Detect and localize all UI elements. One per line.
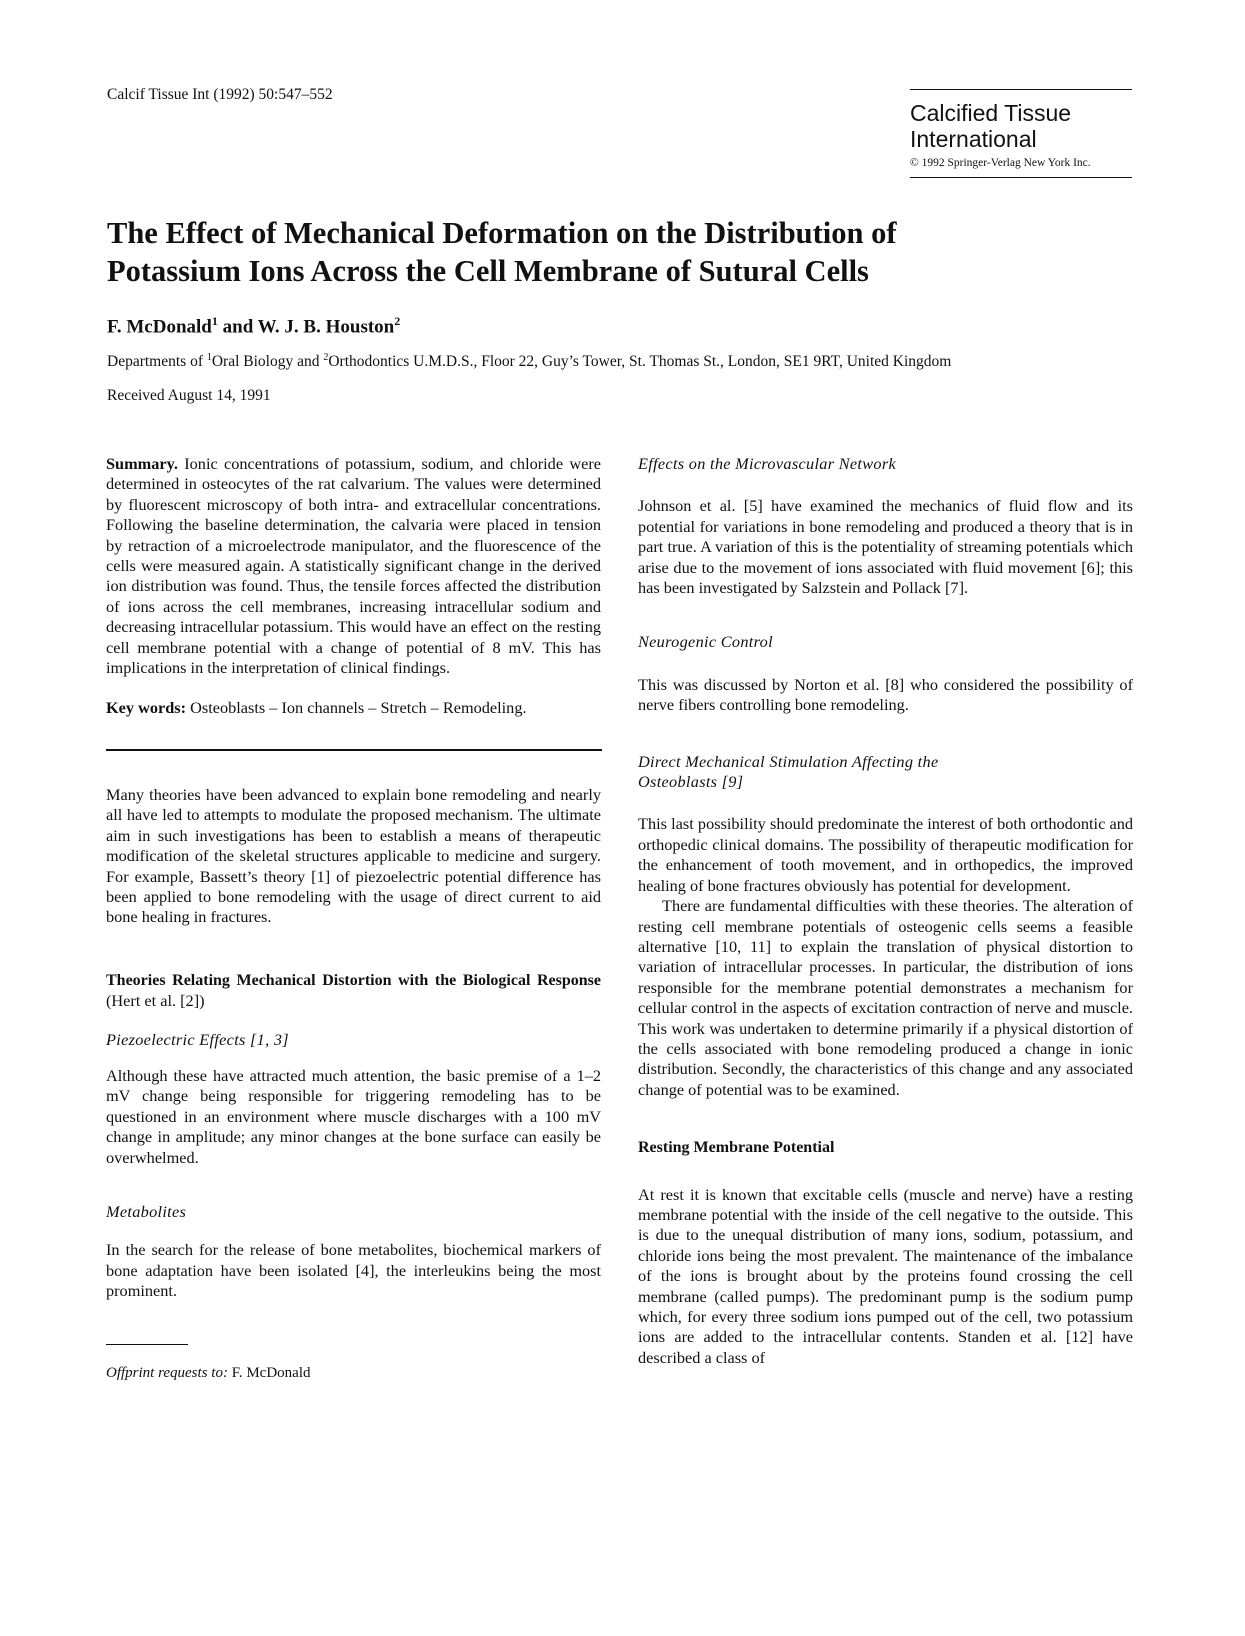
right-column (638, 454, 1133, 1368)
footnote-divider (106, 1344, 188, 1345)
keywords-text: Osteoblasts – Ion channels – Stretch – Remodeling. (186, 698, 527, 718)
author-list (107, 314, 400, 338)
title-line-2: Potassium Ions Across the Cell Membrane of Sutural Cells (107, 254, 869, 288)
direct-stimulation-heading (638, 752, 1133, 793)
article-title (107, 214, 1107, 290)
microvascular-paragraph: Johnson et al. [5] have examined the mechanics of fluid flow and its potential for variations in bone remodeling and produced a theory that is in part true. A variation of this is the potentiality of streaming potentials which arise due to the movement of ions associated with fluid movement [6]; this has been investigated by Salzstein and Pollack [7]. (638, 496, 1133, 598)
theories-heading-ref: (Hert et al. [2]) (106, 991, 205, 1011)
affiliation-prefix: Departments of (107, 353, 207, 371)
theories-heading-text: Theories Relating Mechanical Distortion with the Biological Response (106, 971, 601, 989)
summary-text: Ionic concentrations of potassium, sodium, and chloride were determined in osteocytes of the rat calvarium. The values were determined by fluorescent microscopy of both intra- and extracellular concentrations. Following the baseline determination, the calvaria were placed in tension by retraction of a microelectrode manipulator, and the fluorescence of the cells were measured again. A statistically significant change in the derived ion distribution was found. Thus, the tensile forces affected the distribution of ions across the cell membranes, increasing intracellular sodium and decreasing intracellular potassium. This would have an effect on the resting cell membrane potential with a change of potential of 8 mV. This has implications in the interpretation of clinical findings. (106, 454, 601, 678)
affiliation-dept-1: Oral Biology and (211, 353, 324, 371)
author-join: and (217, 316, 258, 338)
direct-paragraph-1: This last possibility should predominate the interest of both orthodontic and orthopedic clinical domains. The possibility of therapeutic modification for the enhancement of tooth movement, and in orthopedics, the improved healing of bone fractures obviously has potential for development. (638, 814, 1133, 895)
author-2-affiliation-mark: 2 (394, 314, 401, 328)
keywords-paragraph (106, 698, 601, 718)
direct-heading-line-1: Direct Mechanical Stimulation Affecting the (638, 751, 939, 771)
resting-potential-heading: Resting Membrane Potential (638, 1139, 835, 1157)
journal-citation: Calcif Tissue Int (1992) 50:547–552 (107, 86, 333, 103)
footnote-name: F. McDonald (227, 1364, 311, 1381)
microvascular-heading: Effects on the Microvascular Network (638, 454, 896, 473)
journal-name-line2: International (910, 126, 1037, 152)
metabolites-paragraph: In the search for the release of bone metabolites, biochemical markers of bone adaptation have been isolated [4], the interleukins being the most prominent. (106, 1240, 601, 1301)
neurogenic-paragraph: This was discussed by Norton et al. [8] who considered the possibility of nerve fibers controlling bone remodeling. (638, 674, 1133, 715)
received-date: Received August 14, 1991 (107, 387, 271, 404)
title-line-1: The Effect of Mechanical Deformation on the Distribution of (107, 216, 897, 250)
affiliation (107, 352, 1157, 371)
affiliation-mark-1: 1 (206, 352, 212, 363)
direct-paragraph-2: There are fundamental difficulties with these theories. The alteration of resting cell membrane potentials of osteogenic cells seems a feasible alternative [10, 11] to explain the translation of physical distortion to variation of intracellular processes. In particular, the distribution of ions responsible for the membrane potential demonstrates a mechanism for cellular control in the aspects of excitation contraction of nerve and muscle. This work was undertaken to determine primarily if a physical distortion of the cells associated with bone remodeling produced a change in ionic distribution. Secondly, the characteristics of this change and any associated change of potential was to be examined. (638, 896, 1133, 1099)
resting-potential-paragraph: At rest it is known that excitable cells (muscle and nerve) have a resting membrane potential with the inside of the cell negative to the outside. This is due to the unequal distribution of many ions, sodium, potassium, and chloride ions being the most prevalent. The maintenance of the imbalance of the ions is brought about by the proteins found crossing the cell membrane (called pumps). The predominant pump is the sodium pump which, for every three sodium ions pumped out of the cell, two potassium ions are added to the intracellular contents. Standen et al. [12] have described a class of (638, 1184, 1133, 1367)
summary-paragraph (106, 454, 601, 678)
affiliation-dept-2: Orthodontics U.M.D.S., Floor 22, Guy’s Tower, St. Thomas St., London, SE1 9RT, United Kingdom (328, 353, 952, 371)
affiliation-mark-2: 2 (323, 352, 329, 363)
piezo-heading: Piezoelectric Effects [1, 3] (106, 1029, 289, 1049)
intro-paragraph: Many theories have been advanced to explain bone remodeling and nearly all have led to attempts to modulate the proposed mechanism. The ultimate aim in such investigations has been to establish a means of therapeutic modification of the skeletal structures applicable to medicine and surgery. For example, Bassett’s theory [1] of piezoelectric potential difference has been applied to bone remodeling with the usage of direct current to aid bone healing in fractures. (106, 784, 601, 927)
footnote-label: Offprint requests to: (106, 1364, 228, 1381)
journal-name-line1: Calcified Tissue (910, 100, 1072, 126)
author-1: F. McDonald (107, 316, 212, 338)
neurogenic-heading: Neurogenic Control (638, 632, 773, 652)
copyright-notice: © 1992 Springer-Verlag New York Inc. (910, 157, 1091, 169)
author-2: W. J. B. Houston (257, 316, 395, 338)
theories-heading (106, 970, 601, 1012)
left-column (106, 454, 601, 1383)
metabolites-heading: Metabolites (106, 1201, 187, 1221)
direct-heading-line-2: Osteoblasts [9] (638, 772, 744, 792)
piezo-paragraph: Although these have attracted much attention, the basic premise of a 1–2 mV change being responsible for triggering remodeling has to be questioned in an environment where muscle discharges with a 100 mV change in amplitude; any minor changes at the bone surface can easily be overwhelmed. (106, 1065, 601, 1167)
footnote (106, 1363, 601, 1383)
abstract-divider (106, 749, 602, 751)
keywords-label: Key words: (106, 698, 187, 718)
author-1-affiliation-mark: 1 (211, 314, 218, 328)
journal-masthead (910, 89, 1132, 178)
summary-label: Summary. (106, 454, 178, 473)
